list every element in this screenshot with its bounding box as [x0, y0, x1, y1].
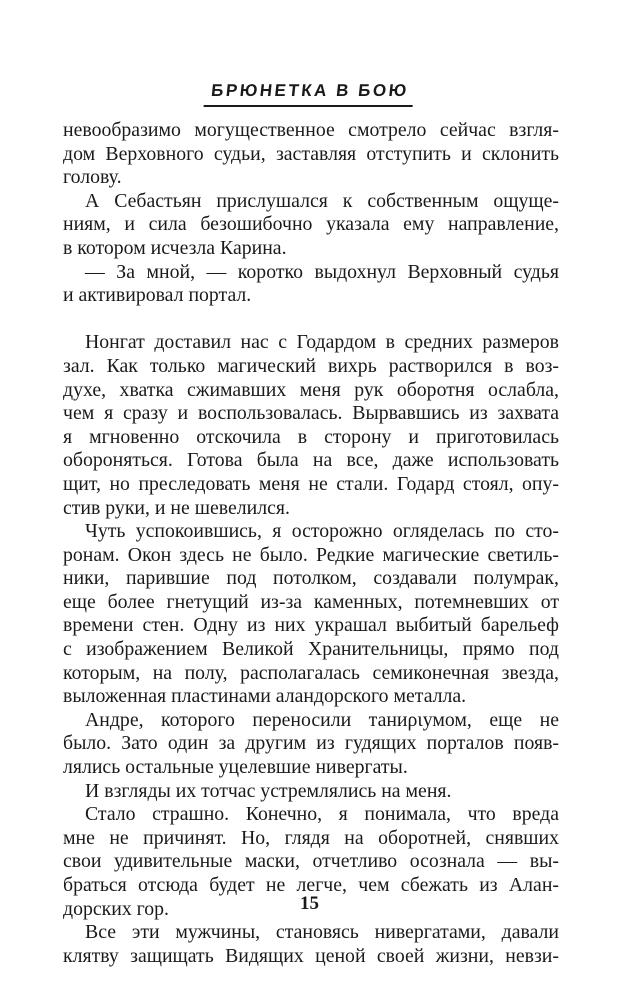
text-line: в котором исчезла Карина. — [63, 236, 287, 259]
text-line: И взгляды их тотчас устремлялись на меня. — [85, 779, 452, 802]
page-number: 15 — [300, 893, 319, 914]
text-line: обороняться. Готова была на все, даже использовать — [63, 449, 559, 472]
text-line: которым, на полу, располагалась семиконечная звезда, — [63, 661, 559, 684]
text-line: чем я сразу и воспользовалась. Вырвавшись из захвата — [63, 402, 559, 425]
text-line: щит, но преследовать меня не стали. Годард стоял, опу- — [63, 472, 559, 495]
text-line: ники, парившие под потолком, создавали полумрак, — [63, 567, 559, 590]
text-line: и активировал портал. — [63, 284, 252, 307]
text-line: клятву защищать Видящих ценой своей жизни, невзи- — [63, 944, 559, 967]
text-line: А Себастьян прислушался к собственным ощуще- — [85, 189, 559, 212]
text-line: Все эти мужчины, становясь нивергатами, давали — [85, 921, 559, 944]
text-line: выложенная пластинами аландорского металла. — [63, 685, 467, 708]
text-line: лялись остальные уцелевшие нивергаты. — [63, 756, 408, 779]
text-line: духе, хватка сжимавших меня рук оборотня ослабла, — [63, 378, 559, 401]
text-line: голову. — [63, 166, 122, 189]
text-line: было. Зато один за другим из гудящих порталов появ- — [63, 732, 559, 755]
text-line: ниям, и сила безошибочно указала ему направление, — [63, 213, 559, 236]
text-line: браться отсюда будет не легче, чем сбежать из Алан- — [63, 874, 559, 896]
text-line: ронам. Окон здесь не было. Редкие магические светиль- — [63, 543, 559, 566]
text-line: стив руки, и не шевелился. — [63, 496, 290, 519]
section-break — [63, 308, 559, 332]
page-text — [63, 119, 559, 968]
text-line: Стало страшно. Конечно, я понимала, что вреда — [85, 803, 559, 826]
text-line: дорских гор. — [63, 897, 170, 920]
text-line: Нонгат доставил нас с Годардом в средних размеров — [85, 331, 559, 354]
text-line: невообразимо могущественное смотрело сейчас взгля- — [63, 119, 559, 141]
text-line: я мгновенно отскочила в сторону и приготовилась — [63, 425, 559, 448]
text-line: времени стен. Одну из них украшал выбитый барельеф — [63, 614, 559, 637]
text-line: дом Верховного судьи, заставляя отступить и склонить — [63, 142, 559, 165]
text-line: — За мной, — коротко выдохнул Верховный судья — [85, 260, 559, 283]
text-line: мне не причинят. Но, глядя на оборотней, снявших — [63, 826, 559, 849]
text-line: Чуть успокоившись, я осторожно огляделась по сто- — [85, 520, 559, 543]
text-line: Андре, которого переносили таниριумом, еще не — [85, 708, 559, 731]
book-title: БРЮНЕТКА В БОЮ — [203, 79, 415, 107]
text-line: свои удивительные маски, отчетливо осознала — вы- — [63, 850, 559, 873]
text-line: еще более гнетущий из-за каменных, потемневших от — [63, 590, 559, 613]
text-line: с изображением Великой Хранительницы, прямо под — [63, 638, 559, 661]
text-line: зал. Как только магический вихрь растворился в воз- — [63, 354, 559, 377]
running-head — [0, 79, 619, 107]
